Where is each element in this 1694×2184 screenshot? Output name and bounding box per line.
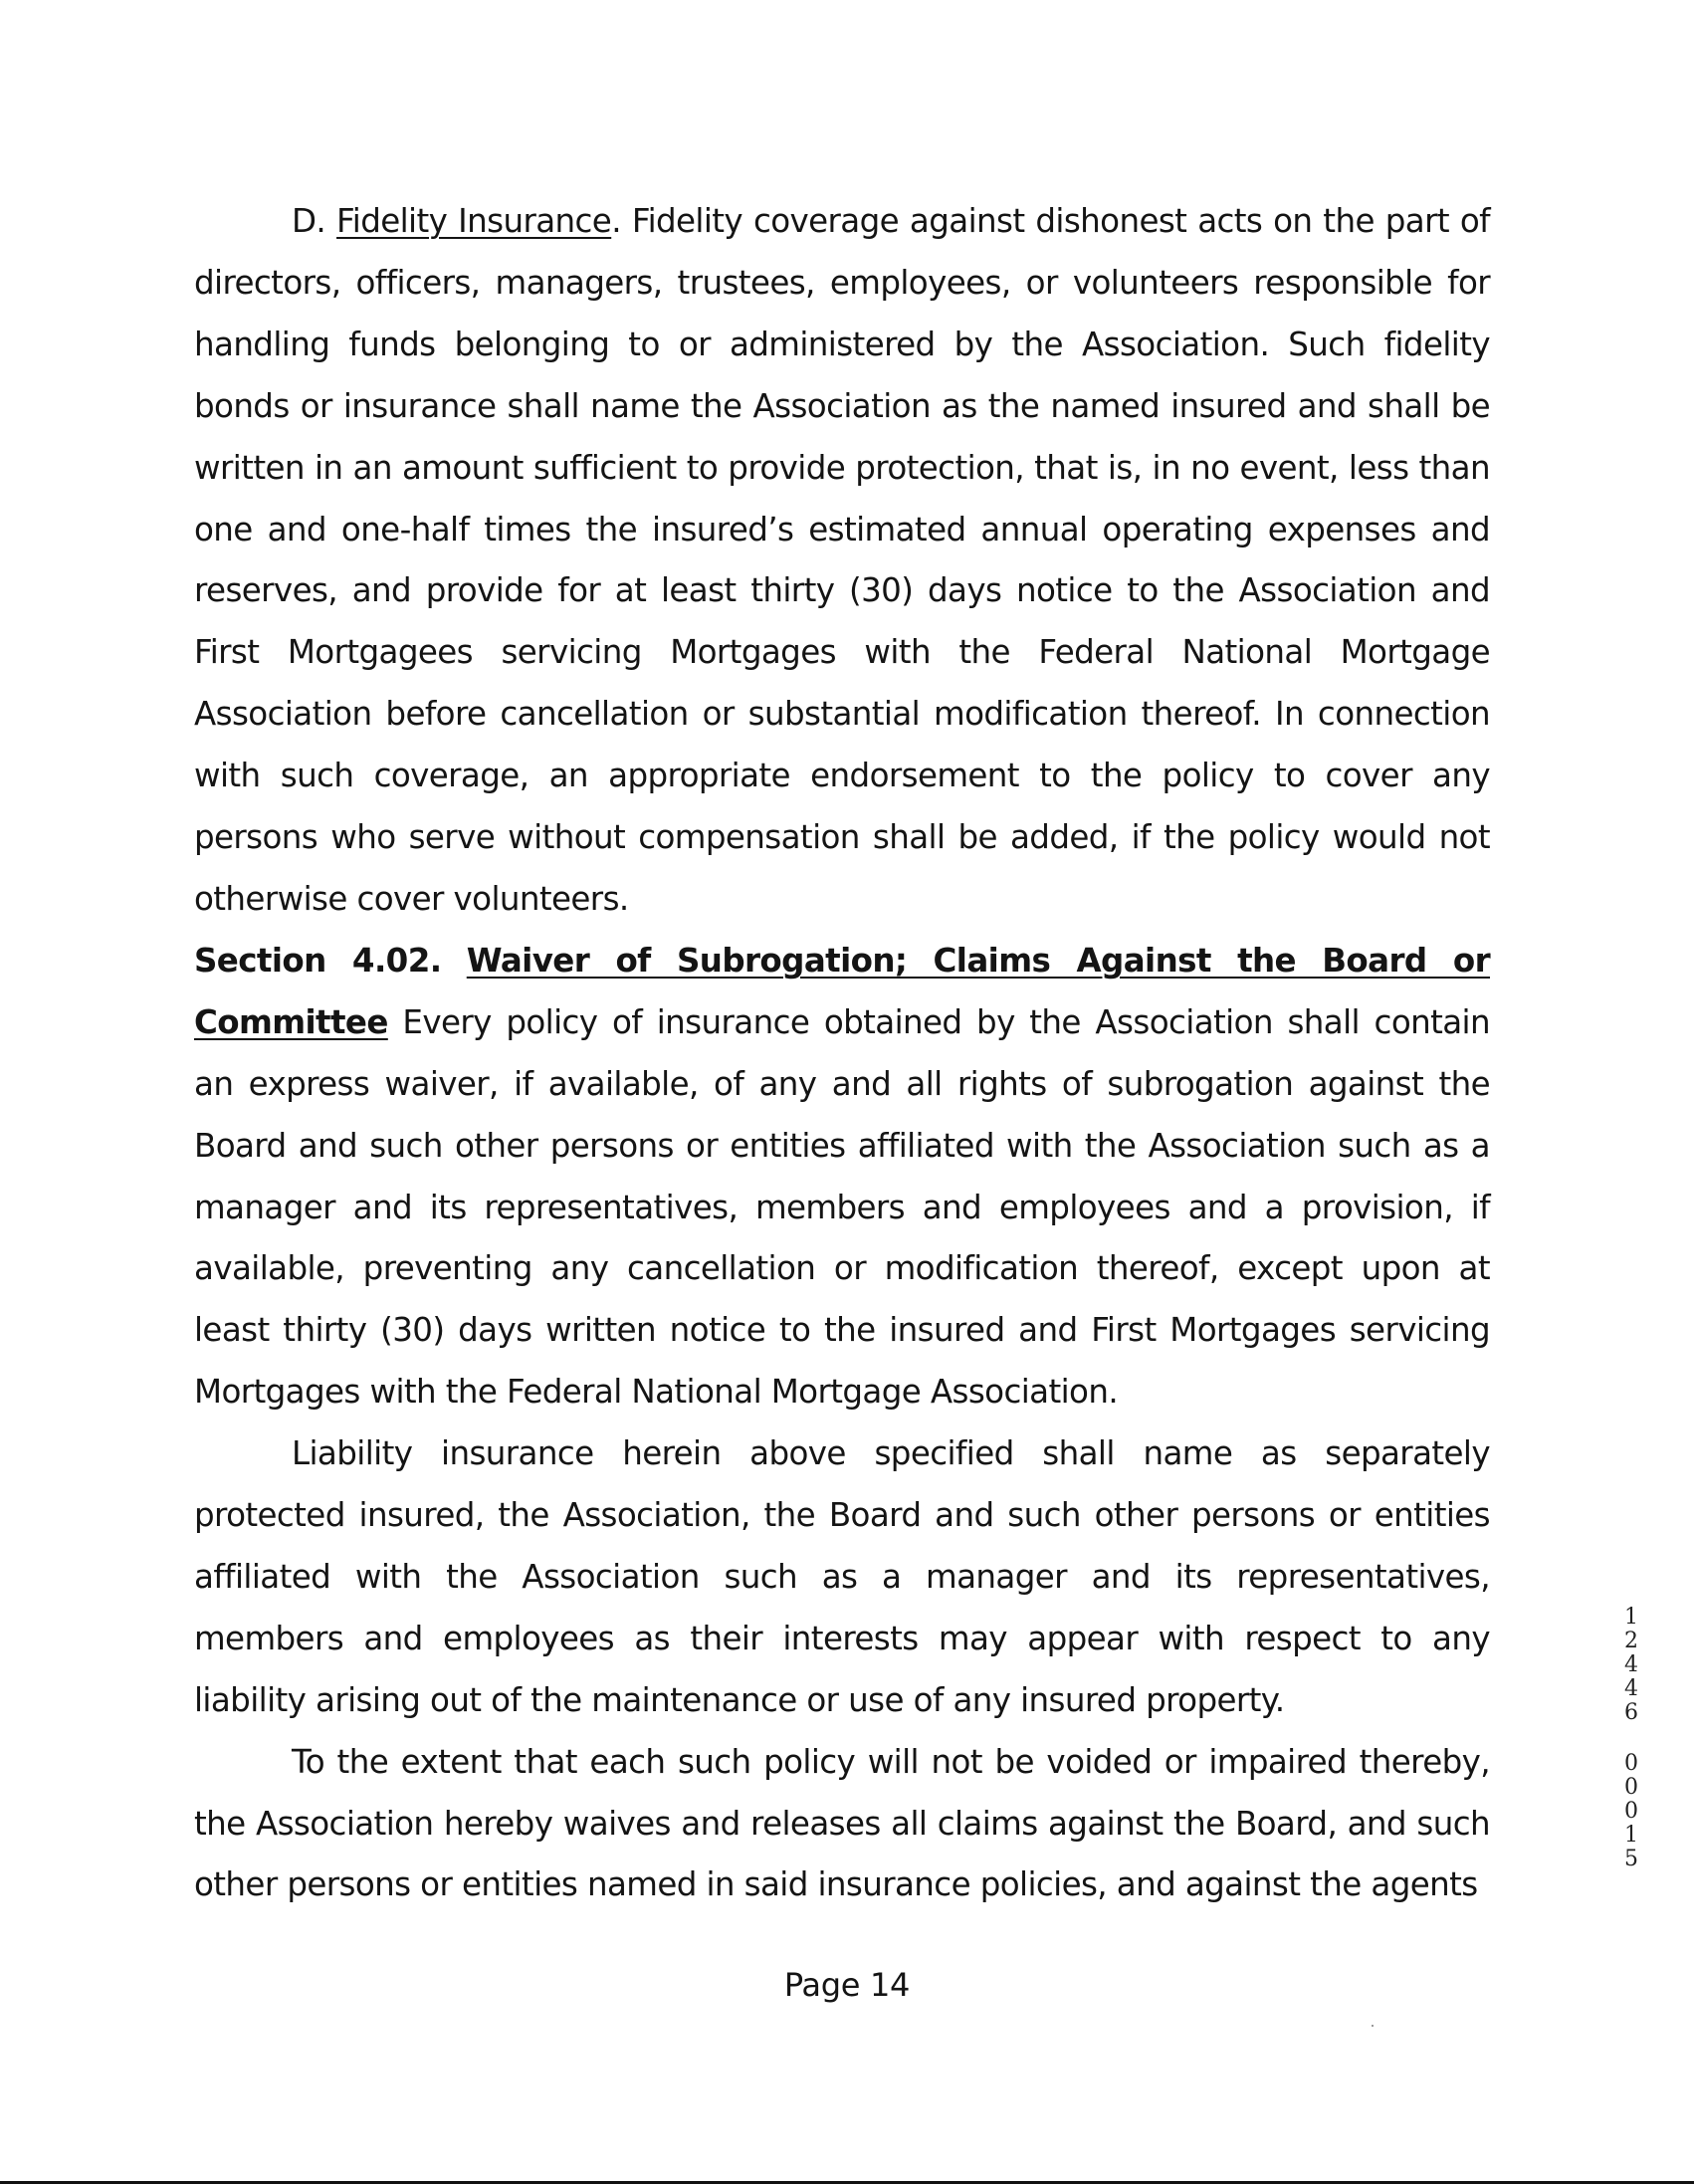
document-body [194, 191, 1490, 1916]
fidelity-insurance-heading: Fidelity Insurance [336, 202, 612, 240]
section-text: Every policy of insurance obtained by the Association shall contain an express waiver, if available, of any and all rights of subrogation against the Board and such other persons or entities affiliated with the Association such as a manager and its representatives, members and employees and a provision, if available, preventing any cancellation or modification thereof, except upon at least thirty (30) days written notice to the insured and First Mortgages servicing Mortgages with the Federal National Mortgage Association. [194, 1002, 1490, 1412]
recording-digit: 4 [1624, 1676, 1638, 1701]
paragraph-waiver-of-claims: To the extent that each such policy will not be voided or impaired thereby, the Association hereby waives and releases all claims against the Board, and such other persons or entities named in said insurance policies, and against the agents [194, 1742, 1490, 1904]
recording-number-stamp [1618, 1606, 1644, 1871]
fidelity-prefix: D. [292, 202, 337, 240]
paragraph-liability-insurance: Liability insurance herein above specified shall name as separately protected insured, the Association, the Board and such other persons or entities affiliated with the Association such as a manager and its representatives, members and employees as their interests may appear with respect to any liability arising out of the maintenance or use of any insured property. [194, 1434, 1490, 1719]
page-number: Page 14 [783, 1966, 911, 2004]
recording-digit: 1 [1624, 1823, 1638, 1848]
recording-digit: 2 [1624, 1629, 1638, 1653]
recording-digit: 1 [1624, 1605, 1638, 1630]
recording-digit: 0 [1624, 1751, 1638, 1776]
recording-digit: 0 [1624, 1799, 1638, 1824]
recording-digit: 5 [1624, 1847, 1638, 1871]
paragraph-fidelity-insurance [194, 191, 1490, 931]
paragraph-section-4-02 [194, 931, 1490, 1423]
section-title: Waiver of Subrogation; Claims Against the Board or Committee [194, 941, 1491, 1041]
recording-digit: 4 [1624, 1652, 1638, 1677]
scan-speck [1372, 2025, 1374, 2027]
recording-digit: 0 [1624, 1775, 1638, 1800]
section-number: Section 4.02. [194, 941, 442, 980]
fidelity-insurance-text: . Fidelity coverage against dishonest acts on the part of directors, officers, managers, trustees, employees, or volunteers responsible for handling funds belonging to or administered by the Association. Such fidelity bonds or insurance shall name the Association as the named insured and shall be written in an amount sufficient to provide protection, that is, in no event, less than one and one-half times the insured’s estimated annual operating expenses and reserves, and provide for at least thirty (30) days notice to the Association and First Mortgagees servicing Mortgages with the Federal National Mortgage Association before cancellation or substantial modification thereof. In connection with such coverage, an appropriate endorsement to the policy to cover any persons who serve without compensation shall be added, if the policy would not otherwise cover volunteers. [194, 202, 1490, 918]
recording-digit: 6 [1624, 1700, 1638, 1725]
